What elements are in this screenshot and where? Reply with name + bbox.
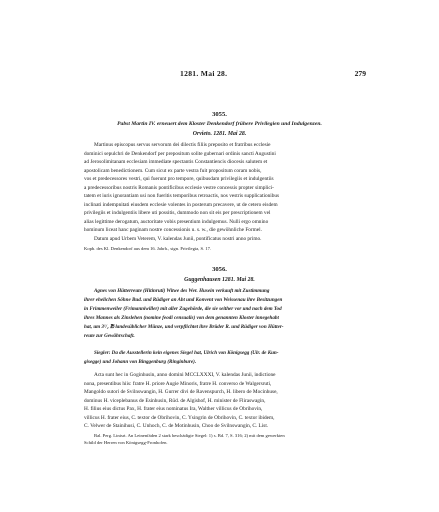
regest-line: ihres Mannes als Zinslehen (nomine feodi censualis) von dem genannten Kloster innegehabt [84,315,279,322]
regest-line: reute zur Gewährschaft. [84,333,135,340]
document-title-3055: Pabst Martin IV. erneuert dem Kloster Denkendorf frühere Privilegien und Indulgenzen. [117,121,322,127]
text-line: nona, presentibus hiis: fratre H. priore Augie Minoris, fratre H. converso de Walgersruti, [84,380,272,387]
text-line: ad Jerosolimitanam ecclesiam immediate spectantis Constantiencis diocesis salutem et [84,159,268,166]
note-line: Schild der Herren von Königsegg-Fronhofen. [84,440,168,445]
document-number-3056: 3056. [212,266,227,273]
regest-line: ihrer ehelichen Söhne Bud. und Rüdiger an Abt und Konvent von Weissenau ihre Besitzungen [84,297,283,304]
text-line: Mangoldo sutori de Svilnswangin, H. Gurrer divi de Ravenspurch, H. libero de Mocinhuse, [84,389,278,396]
text-line: vos et predecessores vestri, qui fuerunt pro tempore, quibusdam privilegiis et indulgentiis [84,176,274,183]
page-number: 279 [354,69,366,78]
document-place-date-3055: Orvieto. 1281. Mai 28. [192,131,247,137]
document-text-3055 [84,141,366,244]
regest-line: hat, um 3¹/₂ ℔ landesüblicher Münze, und verpflichtet ihre Brüder R. und Rüdiger von Hütter- [84,324,284,331]
text-line: Datum apud Urbem Veterem, V. kalendas Junii, pontificatus nostri anno primo. [94,236,262,243]
text-line: C. Velwer de Stainihusi, C. Unhoch, C. de Motinhusin, Choo de Svilnswangin, C. List. [84,423,269,430]
note-line: Bal. Perg. Linisrt. An Leinenfäden 2 stark beschädigte Siegel: 1) s. Bd. 7, S. 316; 2) mit dem gewerkten [94,433,285,438]
text-line: tatem et iuris ignorantiam usi non fueritis temporibus retroactis, nos vestris supplicationibus [84,193,280,200]
regest-line: in Frimmenweiler (Frimanniwiller) mit aller Zugehörde, die sie seither vor und nach dem Tod [84,306,282,313]
text-line: Acta sunt hec in Goginhusin, anno domini MCCLXXXI, V. kalendas Junii, indictione [94,372,276,378]
text-line: dominus H. viceplebanus de Esinhusin, Rüd. de Algishof, H. minister de Fliraswagin, [84,397,266,404]
text-line: villicus H. frater eius, C. textor de Obrihovin, C. Ysingrin de Obrihovin, C. textor ibidem, [84,414,275,421]
text-line: Martinus episcopus servus servorum dei dilectis filiis preposito et fratribus ecclesie [94,142,271,148]
text-line: dominici sepulchri de Denkendorf per prepositum solite gubernari ordinis sancti Augustini [84,150,276,157]
text-line: apostolicam benedictionem. Cum sicut ex parte vestra fuit propositum coram nobis, [84,167,262,174]
text-line: inclinati indempnitati eiusdem ecclesie volentes in posterum precavere, ut de cetero eisdem [84,201,278,208]
siegler-line: gisegge) und Johann von Binggenburg (Ringinbure). [84,359,197,366]
document-place-date-3056: Guggenhausen 1281. Mai 28. [184,277,255,283]
document-regest-3056 [84,287,366,342]
text-line: hominum liceat hanc paginam nostre concessionis u. s. w., die gewöhnliche Formel. [84,227,262,234]
text-line: privilegiis et indulgentiis libere uti possitis, dummodo non sit eis per prescriptionem vel [84,210,271,217]
text-line: H. filius eius dictus Pax, H. frater eius nominatus Ira, Walther villicus de Obrihovin, [84,406,263,413]
source-note-3056 [84,432,366,446]
source-note-3055: Kopb. des Kl. Denkendorf aus dem 16. Jahrh., sign. Privilegia, S. 17. [84,246,212,251]
running-header [84,69,366,81]
text-line: a predecessoribus nostris Romanis pontificibus ecclesie vestre concessis propter simplici- [84,184,274,191]
document-text-3056 [84,371,366,431]
siegler-line: Siegler: Da die Ausstellerin kein eigenes Siegel hat, Ulrich von Königsegg (Ulr. de Kun- [94,350,279,356]
document-number-3055: 3055. [212,111,227,118]
text-line: alias legittime derogatum, auctoritate vobis presentium indulgemus. Nulli ergo omnino [84,218,269,225]
siegler-note [84,349,366,367]
regest-line: Agnes von Hütterreute (Hitinruti) Witwe des Wer. Husein verkauft mit Zustimmung [94,288,270,294]
header-date: 1281. Mai 28. [180,69,228,78]
